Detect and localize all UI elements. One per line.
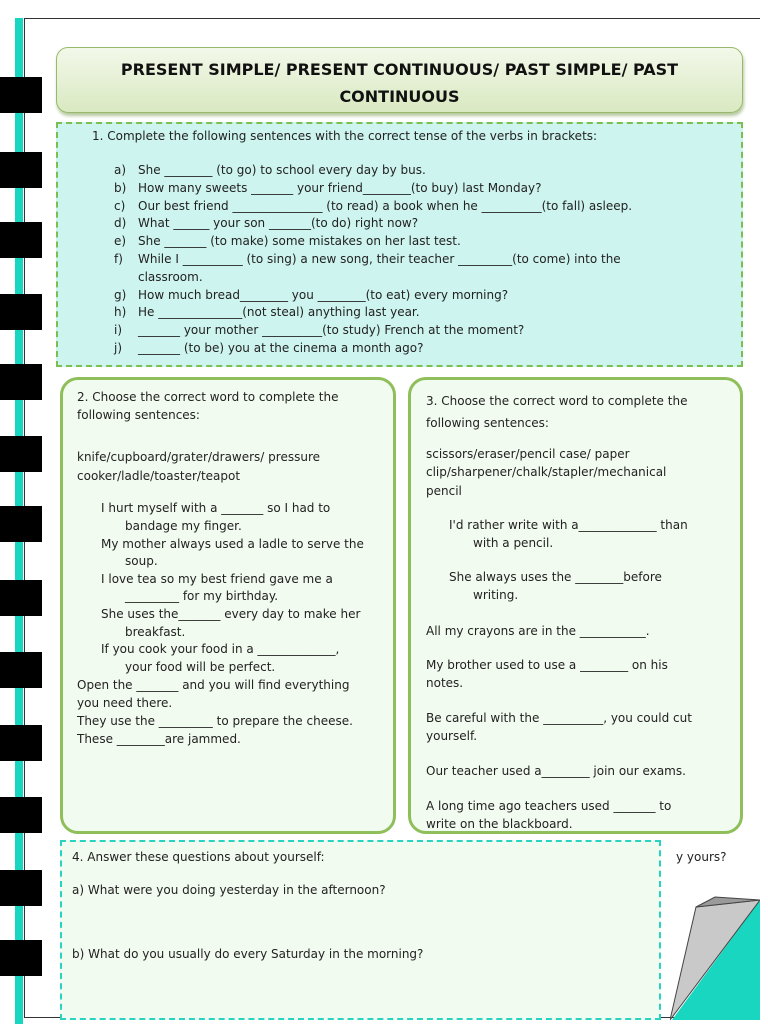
sentence-line: I hurt myself with a _______ so I had to [101, 501, 331, 515]
list-item [114, 304, 714, 322]
exercise-4-box [60, 840, 661, 1020]
item-letter: c) [114, 198, 126, 213]
exercise-1-box [56, 122, 743, 367]
title-line-1: PRESENT SIMPLE/ PRESENT CONTINUOUS/ PAST SIMPLE/ PAST [120, 60, 679, 79]
page-curl-icon [670, 895, 760, 1020]
exercise-3-word-bank: scissors/eraser/pencil case/ paper [426, 447, 630, 461]
exercise-2-box [60, 377, 396, 834]
list-item [114, 251, 714, 269]
sentence-line: She always uses the ________before [449, 570, 662, 584]
title-line-2: CONTINUOUS [339, 87, 460, 106]
sentence-line: notes. [426, 676, 464, 690]
sentence-line: Our teacher used a________ join our exams. [426, 764, 686, 778]
binder-hole [0, 725, 42, 761]
exercise-3-heading-2: following sentences: [426, 416, 549, 430]
list-item [114, 340, 714, 358]
sentence-line: They use the _________ to prepare the cheese. [77, 714, 353, 728]
item-text: _______ (to be) you at the cinema a month ago? [138, 340, 424, 355]
list-item [114, 322, 714, 340]
sentence-line: A long time ago teachers used _______ to [426, 799, 672, 813]
item-letter: i) [114, 323, 123, 338]
sentence-line: My brother used to use a ________ on his [426, 658, 668, 672]
item-text: Our best friend _______________ (to read) a book when he __________(to fall) asleep. [138, 198, 633, 213]
sentence-line: yourself. [426, 729, 478, 743]
list-item [114, 162, 714, 180]
sentence-line: _________ for my birthday. [125, 589, 279, 603]
item-letter: j) [114, 340, 123, 355]
sentence-line: bandage my finger. [125, 519, 242, 533]
exercise-3-word-bank-2: clip/sharpener/chalk/stapler/mechanical [426, 465, 667, 479]
binder-hole [0, 580, 42, 616]
item-text: She ________ (to go) to school every day by bus. [138, 163, 426, 177]
list-item [114, 287, 714, 305]
item-letter: a) [114, 163, 127, 177]
sentence-line: All my crayons are in the ___________. [426, 624, 650, 638]
question-a: a) What were you doing yesterday in the afternoon? [72, 883, 386, 897]
cut-off-text: y yours? [676, 850, 727, 864]
binder-hole [0, 940, 42, 976]
binder-hole [0, 152, 42, 188]
binder-hole [0, 364, 42, 400]
sentence-line: She uses the_______ every day to make her [101, 607, 361, 621]
sentence-line: If you cook your food in a _____________, [101, 642, 340, 656]
binder-hole [0, 294, 42, 330]
exercise-3-box [408, 377, 743, 834]
exercise-2-word-bank-2: cooker/ladle/toaster/teapot [77, 469, 241, 483]
sentence-line: My mother always used a ladle to serve the [101, 537, 364, 551]
sentence-line: writing. [473, 588, 519, 602]
item-text: He ______________(not steal) anything last year. [138, 305, 420, 320]
sentence-line: with a pencil. [473, 536, 554, 550]
list-item [114, 269, 714, 287]
binder-hole [0, 797, 42, 833]
sentence-line: I'd rather write with a_____________ than [449, 518, 688, 532]
sentence-line: I love tea so my best friend gave me a [101, 572, 333, 586]
exercise-2-heading-2: following sentences: [77, 408, 200, 422]
binder-hole [0, 870, 42, 906]
binder-hole [0, 222, 42, 258]
item-text: She _______ (to make) some mistakes on her last test. [138, 234, 461, 249]
binder-hole [0, 652, 42, 688]
exercise-3-word-bank-3: pencil [426, 484, 462, 498]
exercise-2-heading: 2. Choose the correct word to complete the [77, 390, 339, 404]
list-item [114, 233, 714, 251]
item-letter: d) [114, 216, 127, 231]
exercise-3-heading: 3. Choose the correct word to complete the [426, 394, 688, 408]
item-text: _______ your mother __________(to study) French at the moment? [138, 323, 525, 338]
item-letter: f) [114, 251, 123, 266]
sentence-line: write on the blackboard. [426, 817, 573, 831]
list-item [114, 198, 714, 216]
item-text: How much bread________ you ________(to eat) every morning? [138, 287, 509, 302]
sentence-line: soup. [125, 554, 158, 568]
item-letter: h) [114, 305, 127, 320]
sentence-line: you need there. [77, 696, 173, 710]
binder-hole [0, 77, 42, 113]
sentence-line: your food will be perfect. [125, 660, 276, 674]
question-b: b) What do you usually do every Saturday in the morning? [72, 947, 424, 961]
sentence-line: breakfast. [125, 625, 186, 639]
list-item [114, 215, 714, 233]
item-letter: b) [114, 180, 127, 195]
binder-hole [0, 436, 42, 472]
exercise-1-list [114, 162, 714, 358]
item-text: While I __________ (to sing) a new song, their teacher _________(to come) into the [138, 251, 621, 266]
exercise-1-heading: 1. Complete the following sentences with the correct tense of the verbs in brackets: [92, 129, 598, 143]
item-letter: g) [114, 287, 127, 302]
item-letter: e) [114, 234, 127, 249]
sentence-line: Be careful with the __________, you could cut [426, 711, 692, 725]
sentence-line: Open the _______ and you will find everything [77, 678, 350, 692]
exercise-2-word-bank: knife/cupboard/grater/drawers/ pressure [77, 450, 320, 464]
exercise-4-heading: 4. Answer these questions about yourself: [72, 850, 325, 864]
item-text: classroom. [138, 269, 203, 284]
item-text: How many sweets _______ your friend________(to buy) last Monday? [138, 180, 542, 195]
item-text: What ______ your son _______(to do) right now? [138, 216, 419, 231]
binder-hole [0, 506, 42, 542]
list-item [114, 180, 714, 198]
sentence-line: These ________are jammed. [77, 732, 241, 746]
worksheet-title [56, 47, 743, 113]
